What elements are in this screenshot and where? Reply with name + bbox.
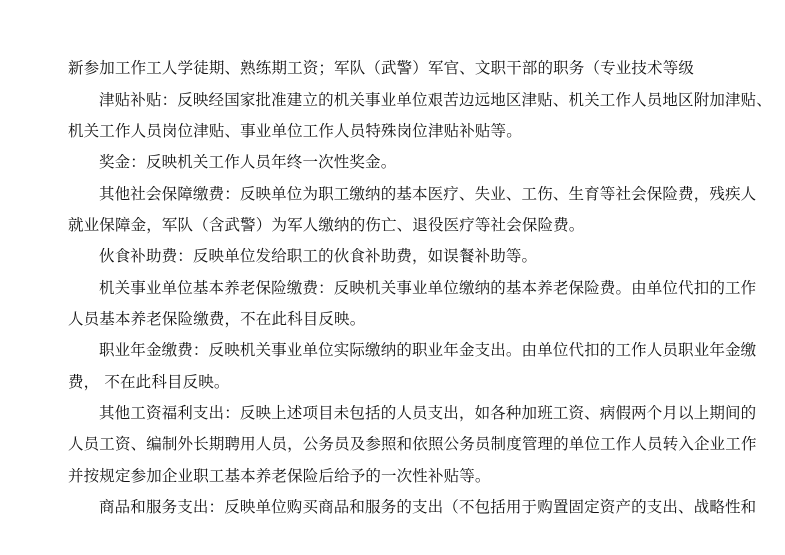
paragraph-first-line: 其他社会保障缴费：反映单位为职工缴纳的基本医疗、失业、工伤、生育等社会保险费，残疾人 bbox=[99, 185, 757, 203]
paragraph-first-line: 机关事业单位基本养老保险缴费：反映机关事业单位缴纳的基本养老保险费。由单位代扣的工作 bbox=[99, 279, 757, 297]
text-line: 并按规定参加企业职工基本养老保险后给予的一次性补贴等。 bbox=[68, 467, 491, 485]
text-line: 就业保障金，军队（含武警）为军人缴纳的伤亡、退役医疗等社会保险费。 bbox=[68, 216, 585, 234]
text-line: 机关工作人员岗位津贴、事业单位工作人员特殊岗位津贴补贴等。 bbox=[68, 122, 522, 140]
paragraph-first-line: 津贴补贴：反映经国家批准建立的机关事业单位艰苦边远地区津贴、机关工作人员地区附加津贴、 bbox=[99, 91, 772, 109]
text-line: 人员基本养老保险缴费，不在此科目反映。 bbox=[68, 310, 366, 328]
paragraph-first-line: 职业年金缴费：反映机关事业单位实际缴纳的职业年金支出。由单位代扣的工作人员职业年金缴 bbox=[99, 341, 757, 359]
paragraph-first-line: 伙食补助费：反映单位发给职工的伙食补助费，如误餐补助等。 bbox=[99, 247, 538, 265]
text-line: 人员工资、编制外长期聘用人员，公务员及参照和依照公务员制度管理的单位工作人员转入企业工作 bbox=[68, 435, 757, 453]
paragraph-first-line: 奖金：反映机关工作人员年终一次性奖金。 bbox=[99, 153, 397, 171]
paragraph-first-line: 其他工资福利支出：反映上述项目未包括的人员支出，如各种加班工资、病假两个月以上期间的 bbox=[99, 404, 757, 422]
text-line: 费， 不在此科目反映。 bbox=[68, 373, 230, 391]
text-line: 新参加工作工人学徒期、熟练期工资；军队（武警）军官、文职干部的职务（专业技术等级 bbox=[68, 59, 695, 77]
paragraph-first-line: 商品和服务支出：反映单位购买商品和服务的支出（不包括用于购置固定资产的支出、战略性和 bbox=[99, 498, 757, 516]
